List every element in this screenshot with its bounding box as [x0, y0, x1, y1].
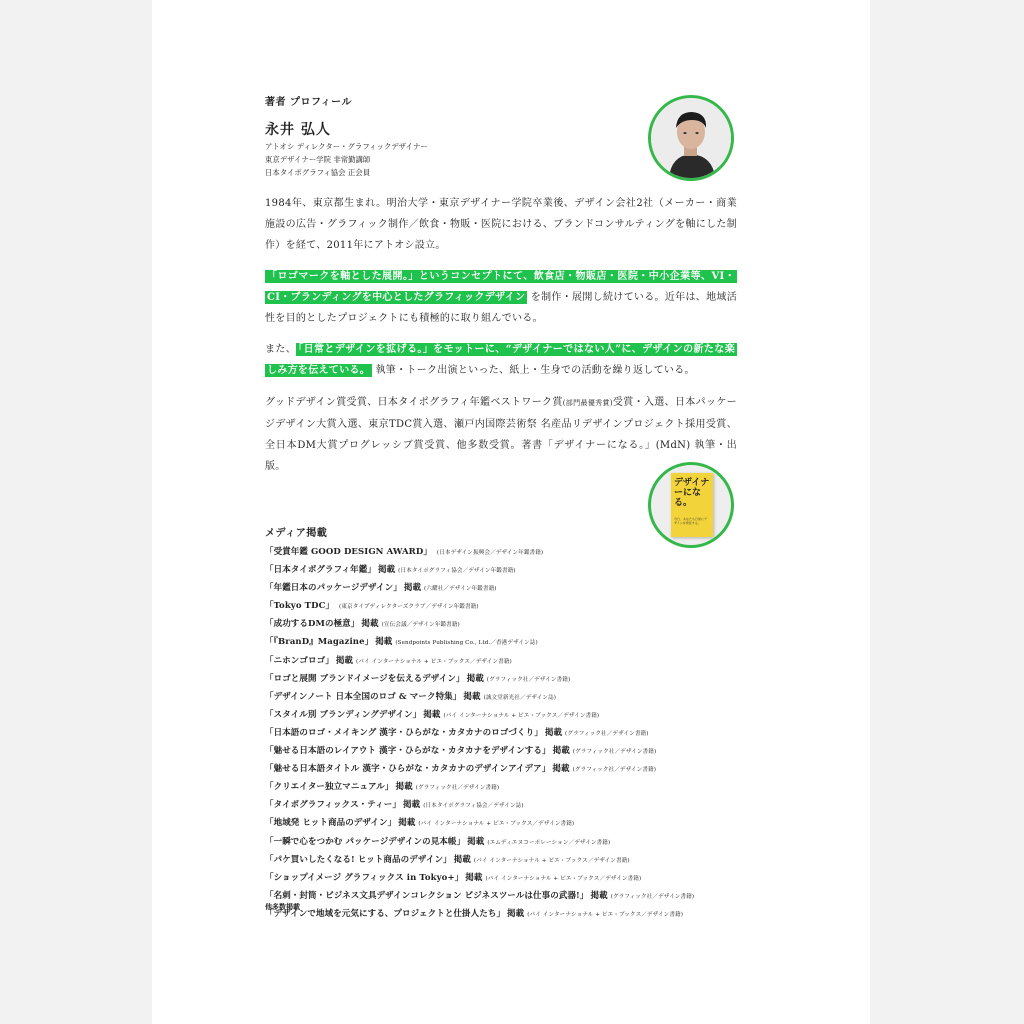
bio-highlight: 「日常とデザインを拡げる。」をモットーに、“デザイナーではない人”に、デザインの新たな楽しみ方を伝えている。	[267, 344, 735, 376]
media-publisher: (パイ インターナショナル + ピエ・ブックス／デザイン書籍)	[443, 712, 600, 719]
author-name: 永井 弘人	[265, 122, 331, 138]
media-title: 「成功するDMの極意」	[265, 619, 360, 630]
media-suffix: 掲載	[466, 673, 484, 684]
author-photo	[648, 95, 734, 181]
book-cover-photo	[648, 462, 734, 548]
list-item	[265, 616, 745, 634]
media-publisher: (グラフィック社／デザイン書籍)	[486, 676, 571, 683]
list-item	[265, 906, 745, 924]
media-suffix: 掲載	[552, 764, 570, 775]
media-title: 「デザインノート 日本全国のロゴ & マーク特集」	[265, 691, 462, 702]
media-suffix: 掲載	[544, 727, 563, 738]
media-suffix: 掲載	[467, 836, 485, 847]
bio-paragraph-3	[265, 339, 737, 381]
list-item	[265, 815, 745, 833]
media-title: 「地域発 ヒット商品のデザイン」	[265, 818, 397, 829]
author-title-line: 東京デザイナー学院 非常勤講師	[265, 154, 371, 164]
media-suffix: 掲載	[335, 655, 354, 666]
media-suffix: 掲載	[552, 746, 570, 757]
media-title: 「日本語のロゴ・メイキング 漢字・ひらがな・カタカナのロゴづくり」	[265, 727, 543, 738]
media-publisher: (グラフィック社／デザイン書籍)	[572, 767, 656, 774]
media-suffix: 掲載	[465, 872, 483, 883]
book-cover	[671, 473, 713, 537]
media-title: 「クリエイター独立マニュアル」	[265, 782, 394, 793]
list-item	[265, 888, 745, 906]
media-suffix: 掲載	[463, 691, 481, 702]
list-item	[265, 779, 745, 797]
media-publisher: (パイ インターナショナル + ピエ・ブックス／デザイン書籍)	[473, 857, 630, 864]
author-title-line: 日本タイポグラフィ協会 正会員	[265, 167, 371, 177]
bio-text: を制作・展開し続けている。近年は、地域活性を目的としたプロジェクトにも積極的に取り組んでいる。	[265, 292, 738, 324]
media-title: 「スタイル別 ブランディングデザイン」	[265, 709, 422, 720]
bio-text: 受賞・入選、日本パッケージデザイン大賞入選、東京TDC賞入選、瀬戸内国際芸術祭 名産品リデザインプロジェクト採用受賞、全日本DM大賞プログレッシブ賞受賞、他多数受賞。著書「デザイナーになる。」(MdN) 執筆・出版。	[265, 397, 737, 472]
bio-paragraph-1: 1984年、東京都生まれ。明治大学・東京デザイナー学院卒業後、デザイン会社2社（メーカー・商業施設の広告・グラフィック制作／飲食・物販・医院における、ブランドコンサルティングを軸にした制作）を経て、2011年にアトオシ設立。	[265, 198, 737, 251]
media-title: 「ショップイメージ グラフィックス in Tokyo+」	[265, 872, 464, 883]
media-suffix: 掲載	[377, 565, 396, 576]
media-publisher: (Sendpoints Publishing Co., Ltd.／香港デザイン誌)	[395, 640, 538, 647]
media-title: 「魅せる日本語タイトル 漢字・ひらがな・カタカナのデザインアイデア」	[265, 764, 551, 775]
media-suffix: 掲載	[590, 890, 608, 901]
media-publisher: (日本デザイン振興会／デザイン年鑑書籍)	[436, 550, 544, 556]
media-publisher: (グラフィック社／デザイン書籍)	[565, 730, 649, 737]
media-suffix: 掲載	[375, 637, 393, 648]
media-list	[265, 544, 745, 924]
media-publisher: (グラフィック社／デザイン書籍)	[572, 749, 657, 756]
media-publisher: (パイ インターナショナル + ピエ・ブックス／デザイン書籍)	[485, 875, 642, 882]
media-suffix: 掲載	[403, 583, 422, 594]
bio-text: グッドデザイン賞受賞、日本タイポグラフィ年鑑ベストワーク賞	[265, 397, 563, 408]
list-item	[265, 562, 745, 580]
author-titles	[265, 141, 428, 179]
list-item	[265, 689, 745, 707]
list-item	[265, 671, 745, 689]
profile-heading: 著者 プロフィール	[265, 97, 352, 108]
media-publisher: (宣伝会議／デザイン年鑑書籍)	[381, 622, 460, 629]
list-item	[265, 634, 745, 652]
media-publisher: (東京タイプディレクターズクラブ／デザイン年鑑書籍)	[339, 604, 479, 611]
media-publisher: (パイ インターナショナル + ピエ・ブックス／デザイン書籍)	[527, 911, 684, 918]
media-suffix: 掲載	[403, 800, 421, 811]
media-title: 「日本タイポグラフィ年鑑」	[265, 565, 376, 576]
media-publisher: (エムディエヌコーポレーション／デザイン書籍)	[487, 839, 611, 846]
media-suffix: 掲載	[453, 854, 471, 865]
bio-highlight: 「ロゴマークを軸とした展開。」というコンセプトにて、飲食店・物販店・医院・中小企業等、VI・CI・ブランディングを中心としたグラフィックデザイン	[267, 271, 735, 303]
media-publisher: (グラフィック社／デザイン書籍)	[610, 893, 695, 900]
media-title: 「年鑑日本のパッケージデザイン」	[265, 583, 402, 594]
bio-text: 執筆・トーク出演といった、紙上・生身での活動を繰り返している。	[375, 365, 695, 376]
list-item	[265, 834, 745, 852]
bio-paragraph-2	[265, 266, 737, 329]
list-item	[265, 544, 745, 562]
list-item	[265, 743, 745, 761]
media-suffix: 掲載	[398, 818, 416, 829]
media-title: 「パケ買いしたくなる! ヒット商品のデザイン」	[265, 854, 452, 865]
bio-paragraph-4	[265, 392, 737, 477]
media-title: 「受賞年鑑 GOOD DESIGN AWARD」	[265, 547, 432, 557]
list-item	[265, 725, 745, 743]
media-suffix: 掲載	[507, 908, 525, 919]
media-publisher: (誠文堂新光社／デザイン誌)	[483, 694, 557, 701]
media-title: 「タイポグラフィックス・ティー」	[265, 800, 401, 811]
media-publisher: (日本タイポグラフィ協会／デザイン年鑑書籍)	[398, 568, 516, 575]
list-item	[265, 598, 745, 616]
media-publisher: (グラフィック社／デザイン書籍)	[415, 785, 500, 792]
list-item	[265, 797, 745, 815]
media-title: 「一瞬で心をつかむ パッケージデザインの見本帳」	[265, 836, 466, 847]
media-title: 「ニホンゴロゴ」	[265, 655, 334, 666]
media-suffix: 掲載	[395, 782, 413, 793]
list-item	[265, 852, 745, 870]
list-item	[265, 580, 745, 598]
list-item	[265, 761, 745, 779]
bio-small-note: (部門最優秀賞)	[562, 399, 613, 407]
media-title: 「魅せる日本語のレイアウト 漢字・ひらがな・カタカナをデザインする」	[265, 746, 551, 757]
media-publisher: (六耀社／デザイン年鑑書籍)	[424, 586, 497, 593]
bio-text: また、	[265, 344, 297, 355]
media-title: 「ロゴと展開 ブランドイメージを伝えるデザイン」	[265, 673, 465, 684]
media-publisher: (パイ インターナショナル + ピエ・ブックス／デザイン書籍)	[356, 658, 512, 665]
media-title: 「『BranD』Magazine」	[265, 637, 374, 648]
media-title: 「Tokyo TDC」	[265, 601, 335, 612]
list-item	[265, 707, 745, 725]
media-publisher: (日本タイポグラフィ協会／デザイン誌)	[423, 803, 524, 810]
book-title: デザイナーになる。	[674, 478, 710, 508]
media-heading: メディア掲載	[265, 528, 328, 539]
list-item	[265, 870, 745, 888]
list-item	[265, 653, 745, 671]
book-subtitle: 今日、あなたも日常にデザインを発見する。	[674, 517, 708, 525]
media-suffix: 掲載	[423, 709, 441, 720]
media-title: 「デザインで地域を元気にする、プロジェクトと仕掛人たち」	[265, 908, 506, 919]
media-suffix: 掲載	[361, 619, 379, 630]
media-publisher: (パイ インターナショナル + ピエ・ブックス／デザイン書籍)	[418, 821, 575, 828]
author-title-line: アトオシ ディレクター・グラフィックデザイナー	[265, 142, 428, 151]
media-title: 「名刺・封筒・ビジネス文具デザインコレクション ビジネスツールは仕事の武器!」	[265, 890, 589, 901]
portrait-illustration	[651, 98, 731, 178]
media-others: 他多数掲載	[265, 902, 300, 911]
